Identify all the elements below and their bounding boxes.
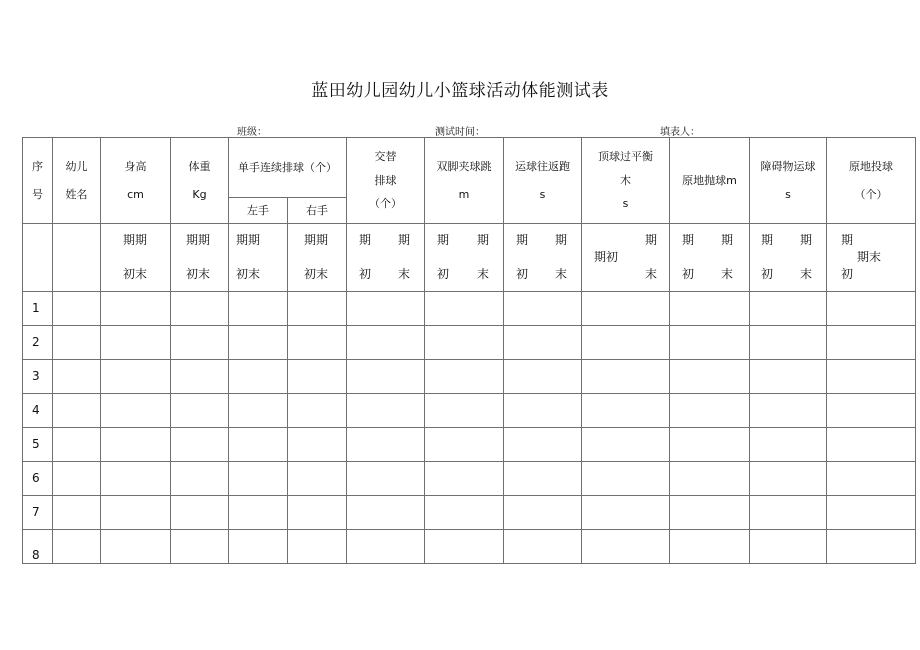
table-cell[interactable] <box>827 428 916 462</box>
table-cell[interactable] <box>504 530 582 564</box>
table-cell[interactable] <box>750 326 827 360</box>
table-cell[interactable] <box>827 326 916 360</box>
table-cell[interactable] <box>347 326 425 360</box>
table-cell[interactable] <box>229 292 288 326</box>
page-title: 蓝田幼儿园幼儿小篮球活动体能测试表 <box>311 81 609 101</box>
table-cell[interactable] <box>827 394 916 428</box>
table-cell[interactable] <box>347 462 425 496</box>
period-row <box>23 224 916 292</box>
table-cell[interactable] <box>229 428 288 462</box>
table-cell[interactable] <box>347 292 425 326</box>
table-row <box>23 428 916 462</box>
header-spot-shoot: 原地投球 （个） <box>827 138 916 224</box>
table-cell[interactable] <box>288 462 347 496</box>
header-seq: 序 号 <box>23 138 53 224</box>
table-cell[interactable] <box>53 394 101 428</box>
table-cell[interactable] <box>425 496 504 530</box>
period-cell-obstacle: 期 期 初 末 <box>750 224 827 292</box>
table-cell[interactable] <box>288 326 347 360</box>
table-cell[interactable] <box>288 496 347 530</box>
table-cell[interactable] <box>750 360 827 394</box>
period-cell-spot-throw: 期 期 初 末 <box>670 224 750 292</box>
table-cell[interactable] <box>53 530 101 564</box>
period-cell-alternate: 期 期 初 末 <box>347 224 425 292</box>
header-shuttle-dribble: 运球往返跑 s <box>504 138 582 224</box>
table-cell[interactable] <box>750 292 827 326</box>
table-cell[interactable] <box>347 428 425 462</box>
header-weight: 体重 Kg <box>171 138 229 224</box>
table-row <box>23 462 916 496</box>
table-cell[interactable] <box>229 394 288 428</box>
table-cell[interactable] <box>582 462 670 496</box>
table-cell[interactable] <box>750 428 827 462</box>
table-cell[interactable] <box>171 428 229 462</box>
table-cell[interactable] <box>101 394 171 428</box>
period-cell-empty <box>53 224 101 292</box>
period-cell-shoot: 期 期末 初 <box>827 224 916 292</box>
table-cell[interactable] <box>582 394 670 428</box>
table-cell[interactable] <box>288 292 347 326</box>
table-cell[interactable] <box>504 428 582 462</box>
table-cell[interactable] <box>101 496 171 530</box>
table-cell[interactable] <box>101 462 171 496</box>
period-cell-right-hand: 期期 初末 <box>288 224 347 292</box>
class-label: 班级： <box>237 127 267 138</box>
table-row <box>23 394 916 428</box>
table-cell[interactable] <box>53 360 101 394</box>
row-number: 2 <box>23 326 53 360</box>
table-cell[interactable] <box>229 530 288 564</box>
header-height: 身高 cm <box>101 138 171 224</box>
table-row <box>23 360 916 394</box>
table-cell[interactable] <box>53 292 101 326</box>
table-cell[interactable] <box>171 326 229 360</box>
row-number: 8 <box>23 530 53 564</box>
table-cell[interactable] <box>670 326 750 360</box>
table-cell[interactable] <box>347 530 425 564</box>
period-cell-balance: 期 期初 末 <box>582 224 670 292</box>
header-alternate-dribble: 交替 排球 （个） <box>347 138 425 224</box>
table-cell[interactable] <box>827 496 916 530</box>
table-cell[interactable] <box>229 360 288 394</box>
table-cell[interactable] <box>750 496 827 530</box>
table-cell[interactable] <box>288 428 347 462</box>
table-cell[interactable] <box>171 530 229 564</box>
table-cell[interactable] <box>504 360 582 394</box>
table-cell[interactable] <box>582 292 670 326</box>
table-cell[interactable] <box>425 292 504 326</box>
table-cell[interactable] <box>425 428 504 462</box>
table-cell[interactable] <box>425 394 504 428</box>
table-cell[interactable] <box>101 428 171 462</box>
table-cell[interactable] <box>288 394 347 428</box>
table-cell[interactable] <box>101 360 171 394</box>
row-number: 1 <box>23 292 53 326</box>
table-cell[interactable] <box>347 394 425 428</box>
table-cell[interactable] <box>53 496 101 530</box>
table-cell[interactable] <box>750 530 827 564</box>
fitness-test-table <box>22 137 916 564</box>
header-left-hand: 左手 <box>229 198 288 224</box>
row-number: 5 <box>23 428 53 462</box>
table-cell[interactable] <box>171 394 229 428</box>
table-cell[interactable] <box>171 496 229 530</box>
table-cell[interactable] <box>53 428 101 462</box>
table-cell[interactable] <box>53 462 101 496</box>
table-cell[interactable] <box>171 292 229 326</box>
table-cell[interactable] <box>582 496 670 530</box>
table-cell[interactable] <box>827 292 916 326</box>
table-cell[interactable] <box>53 326 101 360</box>
header-obstacle-dribble: 障碍物运球 s <box>750 138 827 224</box>
period-cell-feet-jump: 期 期 初 末 <box>425 224 504 292</box>
table-cell[interactable] <box>582 530 670 564</box>
table-cell[interactable] <box>670 496 750 530</box>
table-cell[interactable] <box>582 326 670 360</box>
table-row <box>23 496 916 530</box>
header-one-hand-dribble: 单手连续排球（个） <box>229 138 347 198</box>
table-row <box>23 292 916 326</box>
table-cell[interactable] <box>101 292 171 326</box>
table-cell[interactable] <box>171 462 229 496</box>
table-cell[interactable] <box>670 462 750 496</box>
period-cell-height: 期期 初末 <box>101 224 171 292</box>
table-cell[interactable] <box>504 394 582 428</box>
table-cell[interactable] <box>750 394 827 428</box>
period-cell-shuttle: 期 期 初 末 <box>504 224 582 292</box>
data-rows <box>23 292 916 564</box>
table-cell[interactable] <box>670 360 750 394</box>
table-cell[interactable] <box>670 428 750 462</box>
header-spot-throw: 原地抛球m <box>670 138 750 224</box>
table-cell[interactable] <box>582 428 670 462</box>
period-cell-left-hand: 期期 初末 <box>229 224 288 292</box>
table-cell[interactable] <box>347 360 425 394</box>
header-right-hand: 右手 <box>288 198 347 224</box>
table-cell[interactable] <box>229 496 288 530</box>
test-time-label: 测试时间： <box>435 127 485 138</box>
header-balance-beam: 顶球过平衡 木 s <box>582 138 670 224</box>
table-cell[interactable] <box>425 530 504 564</box>
row-number: 4 <box>23 394 53 428</box>
table-cell[interactable] <box>750 462 827 496</box>
table-cell[interactable] <box>288 360 347 394</box>
table-cell[interactable] <box>827 530 916 564</box>
row-number: 6 <box>23 462 53 496</box>
header-feet-clamp-jump: 双脚夹球跳 m <box>425 138 504 224</box>
table-cell[interactable] <box>229 462 288 496</box>
table-cell[interactable] <box>425 360 504 394</box>
table-row <box>23 326 916 360</box>
table-cell[interactable] <box>670 530 750 564</box>
table-cell[interactable] <box>425 462 504 496</box>
table-cell[interactable] <box>827 360 916 394</box>
table-cell[interactable] <box>582 360 670 394</box>
table-cell[interactable] <box>504 292 582 326</box>
table-cell[interactable] <box>504 462 582 496</box>
period-cell-weight: 期期 初末 <box>171 224 229 292</box>
header-child-name: 幼儿 姓名 <box>53 138 101 224</box>
row-number: 3 <box>23 360 53 394</box>
table-cell[interactable] <box>171 360 229 394</box>
table-cell[interactable] <box>827 462 916 496</box>
table-cell[interactable] <box>504 326 582 360</box>
table-cell[interactable] <box>101 530 171 564</box>
table-cell[interactable] <box>229 326 288 360</box>
table-cell[interactable] <box>670 292 750 326</box>
filler-label: 填表人： <box>660 127 700 138</box>
table-cell[interactable] <box>504 496 582 530</box>
row-number: 7 <box>23 496 53 530</box>
period-cell-empty <box>23 224 53 292</box>
table-cell[interactable] <box>670 394 750 428</box>
table-cell[interactable] <box>425 326 504 360</box>
table-cell[interactable] <box>288 530 347 564</box>
table-cell[interactable] <box>101 326 171 360</box>
table-cell[interactable] <box>347 496 425 530</box>
table-row <box>23 530 916 564</box>
